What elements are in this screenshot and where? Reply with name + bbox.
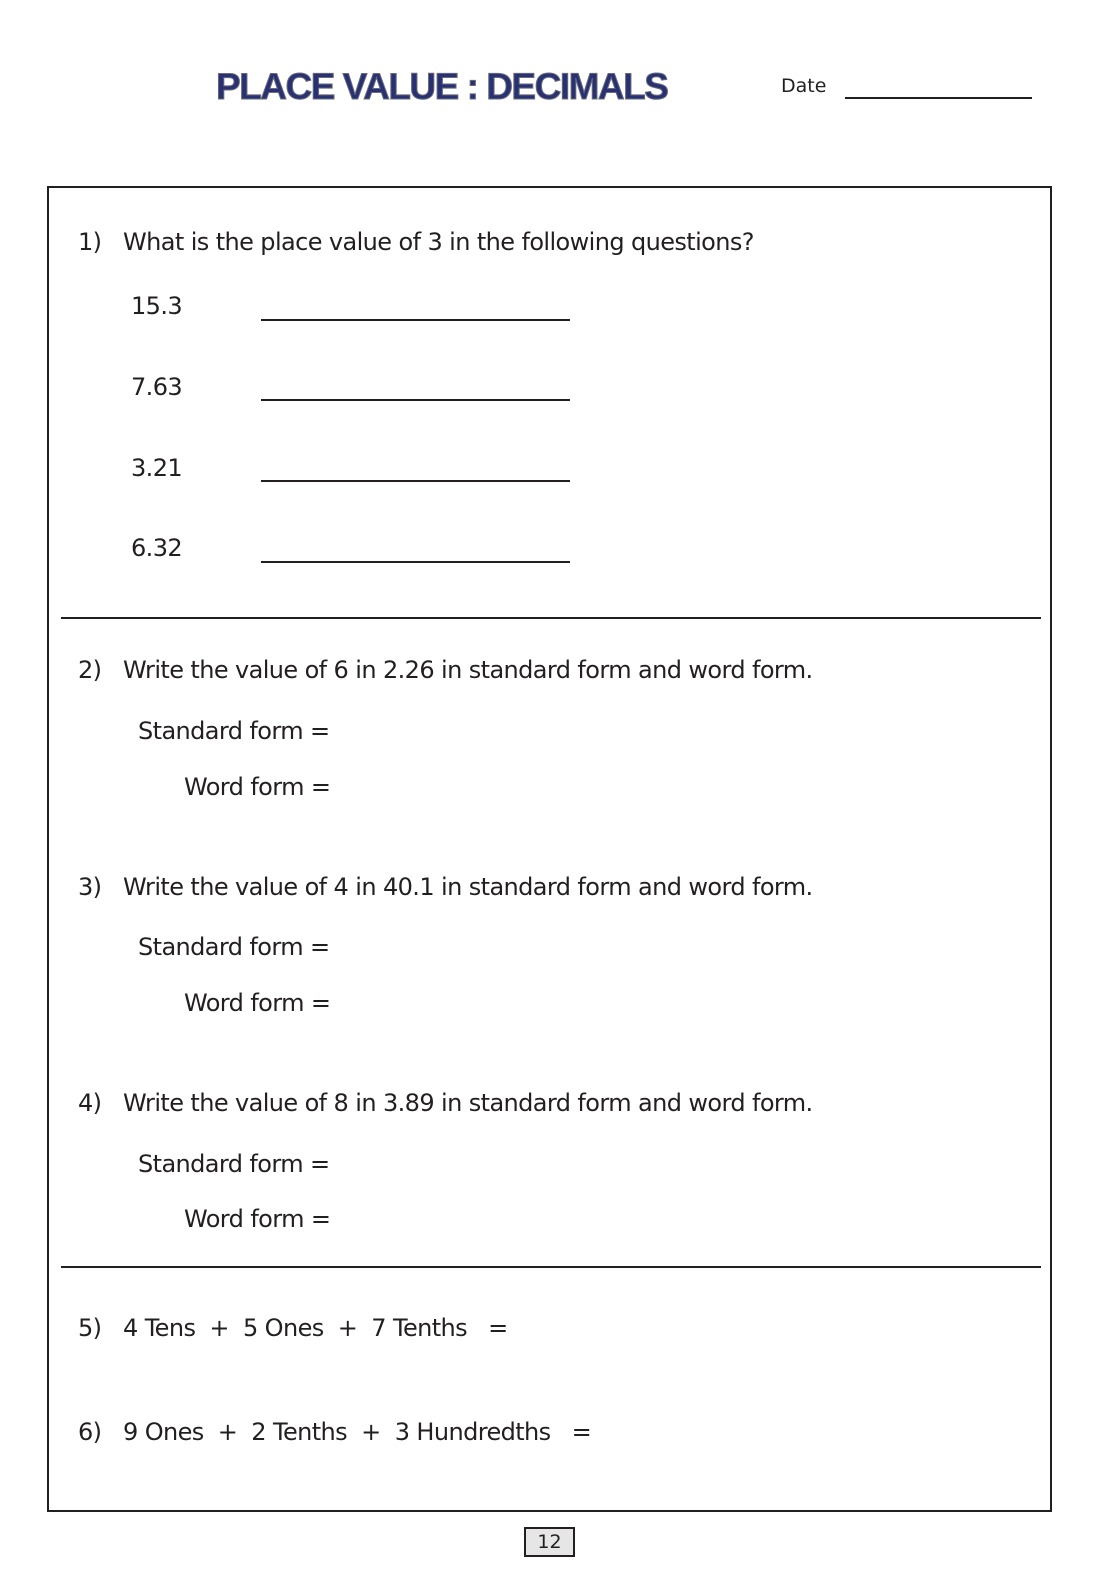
q2-number: 2) [78,656,102,684]
section-divider [61,617,1041,619]
q4-word-form-label: Word form = [184,1205,331,1233]
q5-number: 5) [78,1314,102,1342]
q1-item: 7.63 [131,373,183,401]
q4-standard-form-label: Standard form = [138,1150,330,1178]
q1-prompt: What is the place value of 3 in the following questions? [123,228,754,256]
q1-answer-line[interactable] [261,319,570,321]
q3-word-form-label: Word form = [184,989,331,1017]
q3-prompt: Write the value of 4 in 40.1 in standard form and word form. [123,873,813,901]
q1-answer-line[interactable] [261,399,570,401]
q3-number: 3) [78,873,102,901]
q1-item: 6.32 [131,534,183,562]
q4-number: 4) [78,1089,102,1117]
q1-answer-line[interactable] [261,480,570,482]
page-title: PLACE VALUE : DECIMALS [216,66,668,107]
q4-prompt: Write the value of 8 in 3.89 in standard form and word form. [123,1089,813,1117]
q2-word-form-label: Word form = [184,773,331,801]
q3-standard-form-label: Standard form = [138,933,330,961]
q5-expression: 4 Tens + 5 Ones + 7 Tenths = [123,1314,508,1342]
date-answer-line[interactable] [845,97,1032,99]
q1-number: 1) [78,228,102,256]
q2-standard-form-label: Standard form = [138,717,330,745]
q6-number: 6) [78,1418,102,1446]
q1-item: 15.3 [131,292,183,320]
q6-expression: 9 Ones + 2 Tenths + 3 Hundredths = [123,1418,592,1446]
page-number: 12 [524,1527,575,1557]
q2-prompt: Write the value of 6 in 2.26 in standard form and word form. [123,656,813,684]
q1-item: 3.21 [131,454,183,482]
q1-answer-line[interactable] [261,561,570,563]
section-divider [61,1266,1041,1268]
date-label: Date [781,75,827,97]
